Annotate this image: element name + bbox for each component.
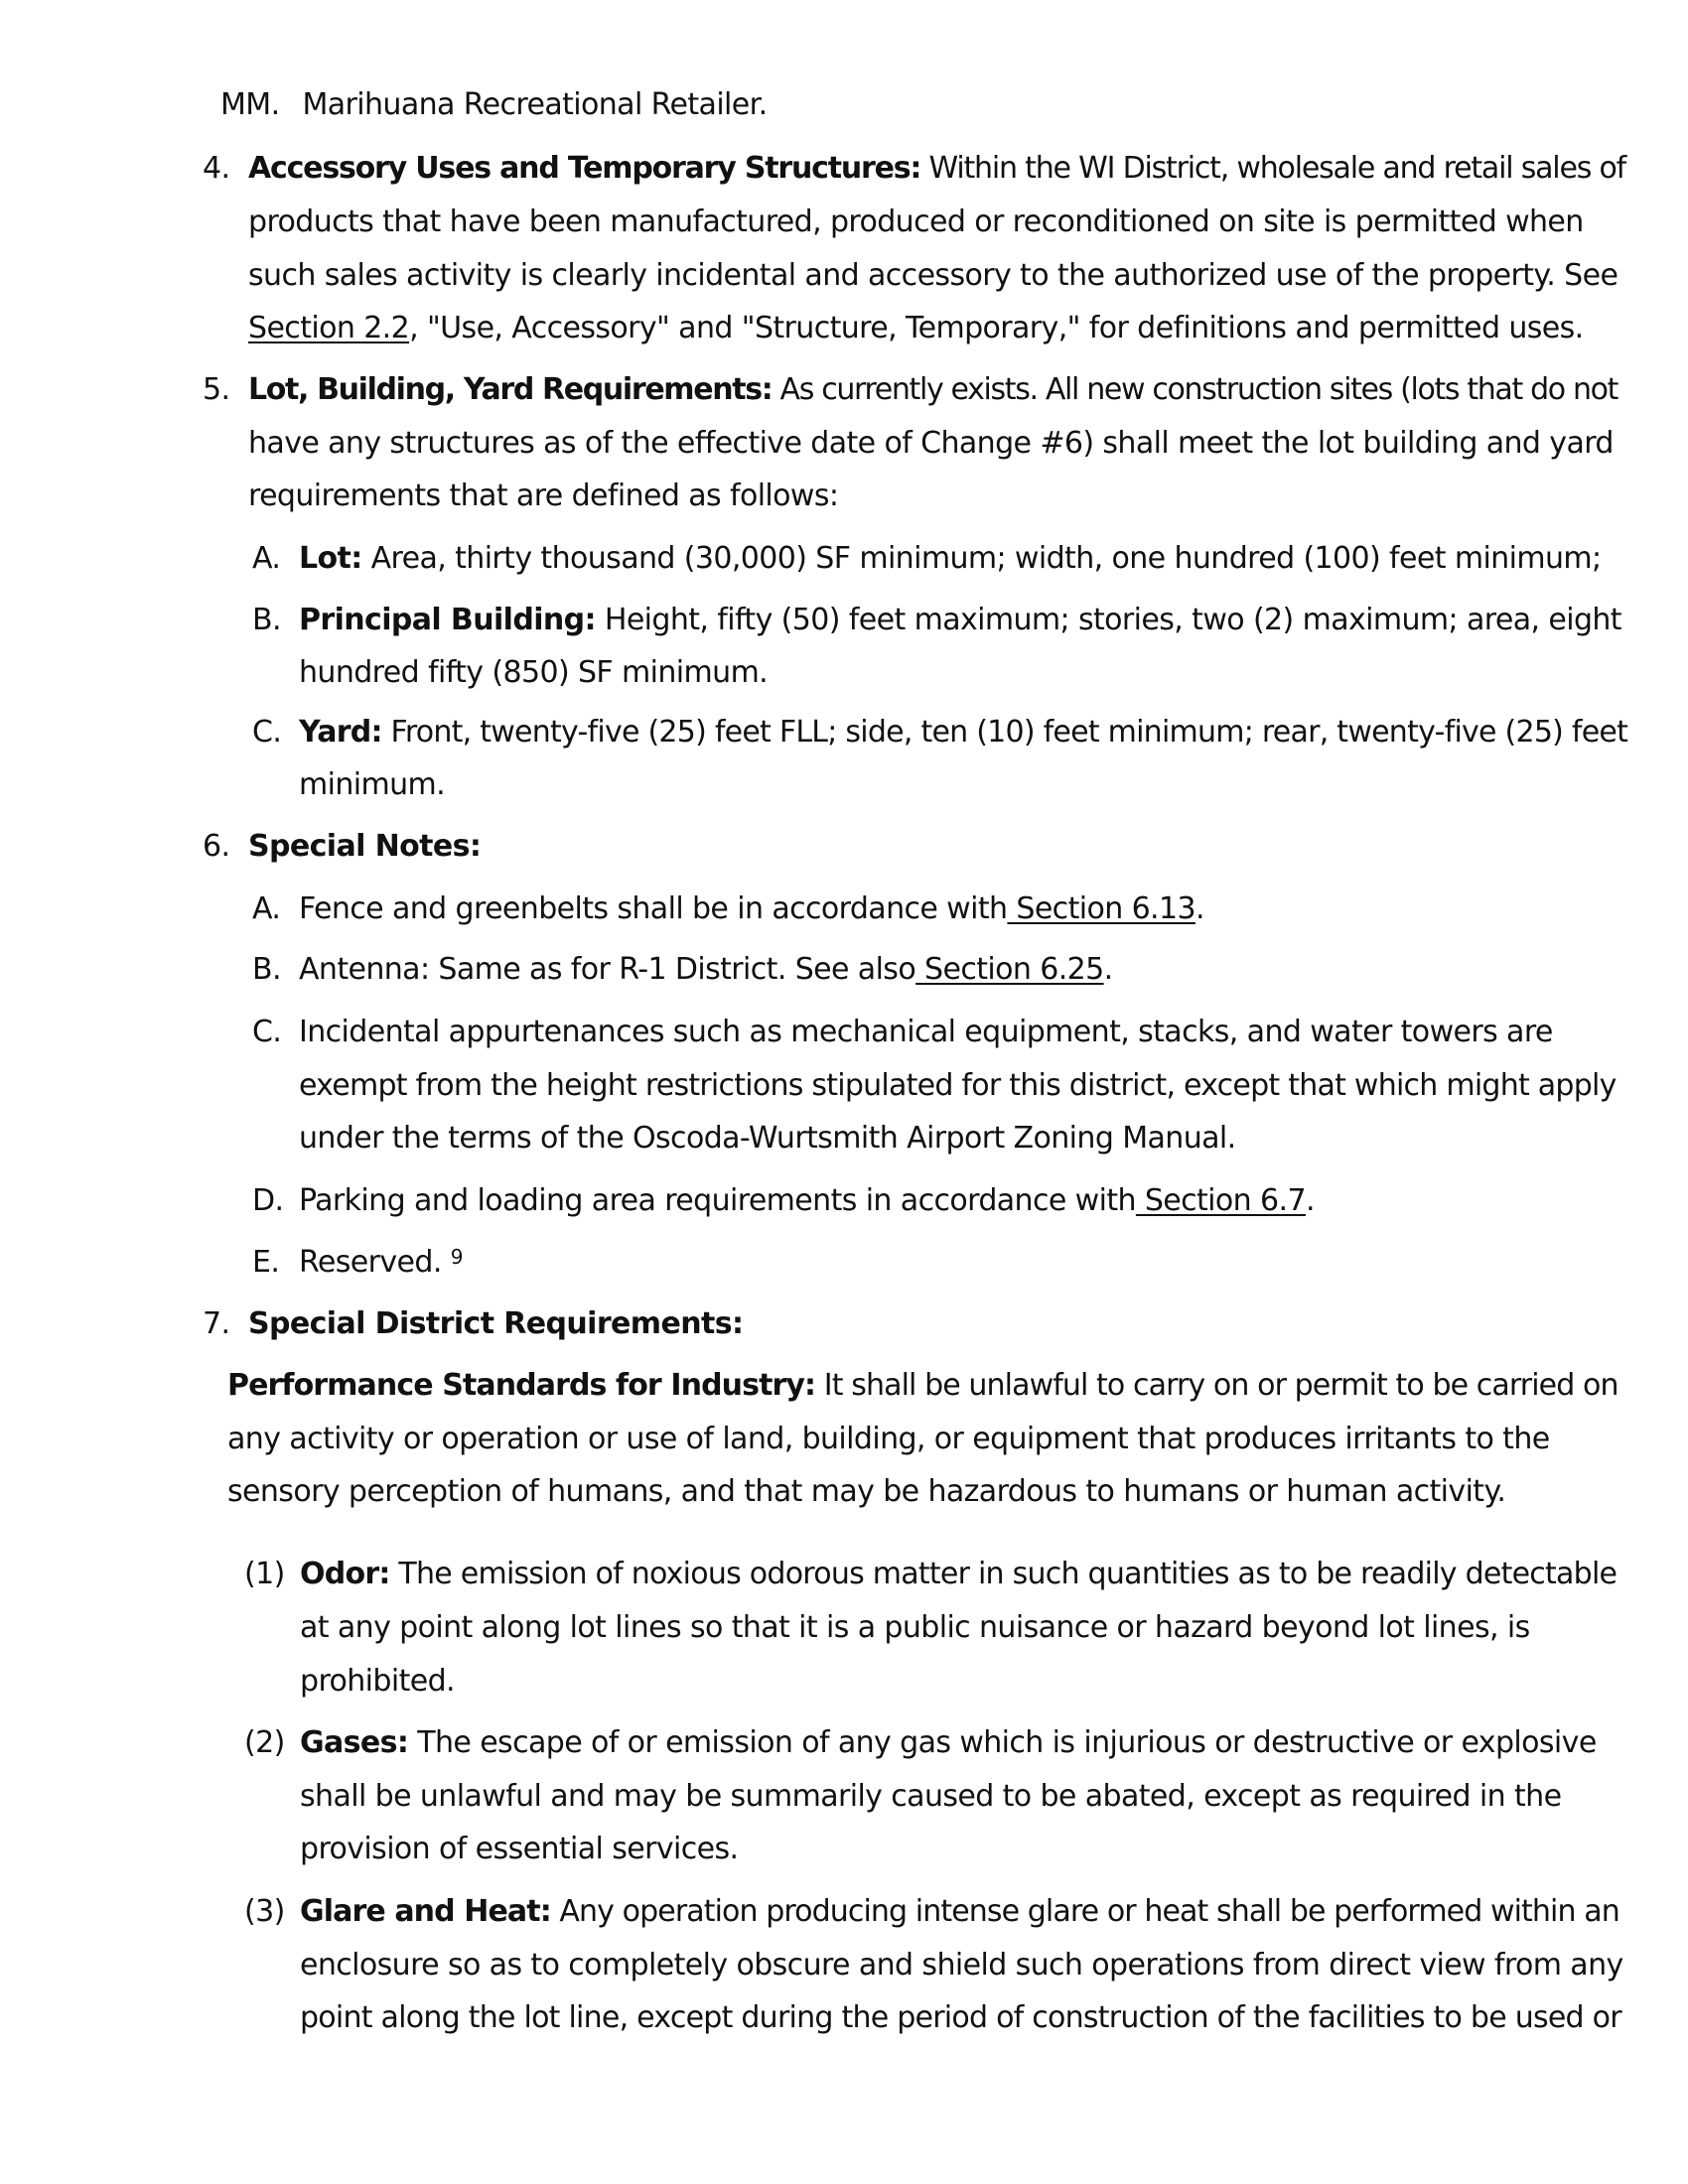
- item-5c-heading: Yard:: [299, 715, 382, 750]
- item-5b-label: B.: [252, 603, 281, 637]
- item-5c-label: C.: [252, 715, 282, 750]
- item-6d-end: .: [1305, 1183, 1315, 1218]
- item-6e-label: E.: [252, 1245, 280, 1280]
- subitem-1-line-1: [300, 1555, 1617, 1594]
- subitem-1-label: (1): [244, 1557, 285, 1591]
- subitem-2-line-2: shall be unlawful and may be summarily caused to be abated, except as required in the: [300, 1779, 1562, 1814]
- item-6a-text: Fence and greenbelts shall be in accordance with: [299, 891, 1008, 926]
- subitem-3-line-3: point along the lot line, except during the period of construction of the facilities to be used or: [300, 2000, 1621, 2035]
- item-6-heading-line: [248, 827, 481, 867]
- item-4-number: 4.: [203, 151, 230, 186]
- item-5a-label: A.: [252, 541, 281, 576]
- item-6d-text: Parking and loading area requirements in accordance with: [299, 1183, 1136, 1218]
- item-6b-line: [299, 950, 1113, 990]
- item-7-heading: Special District Requirements:: [248, 1306, 744, 1341]
- performance-text: It shall be unlawful to carry on or permit to be carried on: [815, 1368, 1618, 1403]
- item-6a-label: A.: [252, 891, 281, 926]
- section-6-7-link[interactable]: Section 6.7: [1135, 1183, 1306, 1218]
- item-5b-text: Height, fifty (50) feet maximum; stories, two (2) maximum; area, eight: [595, 603, 1621, 637]
- odor-text: The emission of noxious odorous matter in such quantities as to be readily detectable: [389, 1557, 1618, 1591]
- section-2-2-link[interactable]: Section 2.2: [248, 311, 410, 345]
- item-5-line-2: have any structures as of the effective date of Change #6) shall meet the lot building and yard: [248, 426, 1614, 461]
- item-4-text-end: , "Use, Accessory" and "Structure, Temporary," for definitions and permitted uses.: [409, 311, 1584, 345]
- subitem-3-label: (3): [244, 1894, 285, 1929]
- item-5b-heading: Principal Building:: [299, 603, 596, 637]
- list-text: Marihuana Recreational Retailer.: [302, 87, 768, 122]
- subitem-1-line-2: at any point along lot lines so that it is a public nuisance or hazard beyond lot lines, is: [300, 1610, 1530, 1645]
- performance-line-2: any activity or operation or use of land, building, or equipment that produces irritants to the: [227, 1422, 1550, 1456]
- odor-heading: Odor:: [300, 1557, 390, 1591]
- item-6e-text: Reserved.: [299, 1245, 451, 1280]
- item-5-text: As currently exists. All new construction sites (lots that do not: [772, 372, 1618, 407]
- item-5-line-3: requirements that are defined as follows:: [248, 478, 839, 513]
- item-6d-label: D.: [252, 1183, 284, 1218]
- performance-line-3: sensory perception of humans, and that may be hazardous to humans or human activity.: [227, 1474, 1506, 1509]
- performance-heading: Performance Standards for Industry:: [227, 1368, 816, 1403]
- glare-heat-text: Any operation producing intense glare or heat shall be performed within an: [550, 1894, 1619, 1929]
- subitem-2-line-3: provision of essential services.: [300, 1832, 739, 1866]
- footnote-9-marker[interactable]: 9: [450, 1245, 463, 1269]
- item-6a-end: .: [1195, 891, 1204, 926]
- item-6b-label: B.: [252, 952, 281, 987]
- subitem-3-line-2: enclosure so as to completely obscure and shield such operations from direct view from any: [300, 1948, 1623, 1982]
- item-6-heading: Special Notes:: [248, 829, 482, 864]
- gases-text: The escape of or emission of any gas which is injurious or destructive or explosive: [408, 1725, 1597, 1760]
- item-6c-line-3: under the terms of the Oscoda-Wurtsmith Airport Zoning Manual.: [299, 1121, 1236, 1156]
- item-5c-line-2: minimum.: [299, 767, 446, 802]
- item-4-text: Within the WI District, wholesale and retail sales of: [920, 151, 1625, 186]
- item-5-heading: Lot, Building, Yard Requirements:: [248, 372, 773, 407]
- item-5a-line-1: [299, 539, 1602, 579]
- section-6-25-link[interactable]: Section 6.25: [915, 952, 1104, 987]
- list-label: MM.: [220, 87, 280, 122]
- item-6b-text: Antenna: Same as for R-1 District. See also: [299, 952, 916, 987]
- item-5a-text: Area, thirty thousand (30,000) SF minimum; width, one hundred (100) feet minimum;: [361, 541, 1602, 576]
- item-6e-line: [299, 1243, 463, 1283]
- section-6-13-link[interactable]: Section 6.13: [1007, 891, 1196, 926]
- item-7-heading-line: [248, 1304, 743, 1344]
- item-6c-line-2: exempt from the height restrictions stipulated for this district, except that which might apply: [299, 1068, 1617, 1103]
- list-item-mm: [220, 85, 768, 125]
- item-6c-line-1: Incidental appurtenances such as mechanical equipment, stacks, and water towers are: [299, 1015, 1553, 1049]
- gases-heading: Gases:: [300, 1725, 409, 1760]
- item-5c-line-1: [299, 713, 1627, 752]
- glare-heat-heading: Glare and Heat:: [300, 1894, 551, 1929]
- performance-line-1: [227, 1366, 1618, 1406]
- item-5a-heading: Lot:: [299, 541, 362, 576]
- subitem-2-label: (2): [244, 1725, 285, 1760]
- item-4-line-1: [248, 149, 1625, 189]
- item-6a-line: [299, 889, 1204, 929]
- item-4-heading: Accessory Uses and Temporary Structures:: [248, 151, 921, 186]
- subitem-1-line-3: prohibited.: [300, 1664, 455, 1699]
- subitem-2-line-1: [300, 1723, 1597, 1763]
- item-7-number: 7.: [203, 1306, 230, 1341]
- item-4-line-4: [248, 309, 1584, 348]
- item-4-line-2: products that have been manufactured, produced or reconditioned on site is permitted when: [248, 205, 1584, 239]
- item-5b-line-1: [299, 601, 1621, 640]
- item-5b-line-2: hundred fifty (850) SF minimum.: [299, 655, 769, 690]
- item-6b-end: .: [1103, 952, 1113, 987]
- item-5c-text: Front, twenty-five (25) feet FLL; side, ten (10) feet minimum; rear, twenty-five (25) feet: [381, 715, 1628, 750]
- item-5-line-1: [248, 370, 1618, 410]
- item-6d-line: [299, 1181, 1315, 1221]
- item-5-number: 5.: [203, 372, 230, 407]
- item-6-number: 6.: [203, 829, 230, 864]
- item-4-line-3: such sales activity is clearly incidental and accessory to the authorized use of the property. See: [248, 258, 1618, 293]
- item-6c-label: C.: [252, 1015, 282, 1049]
- subitem-3-line-1: [300, 1892, 1619, 1932]
